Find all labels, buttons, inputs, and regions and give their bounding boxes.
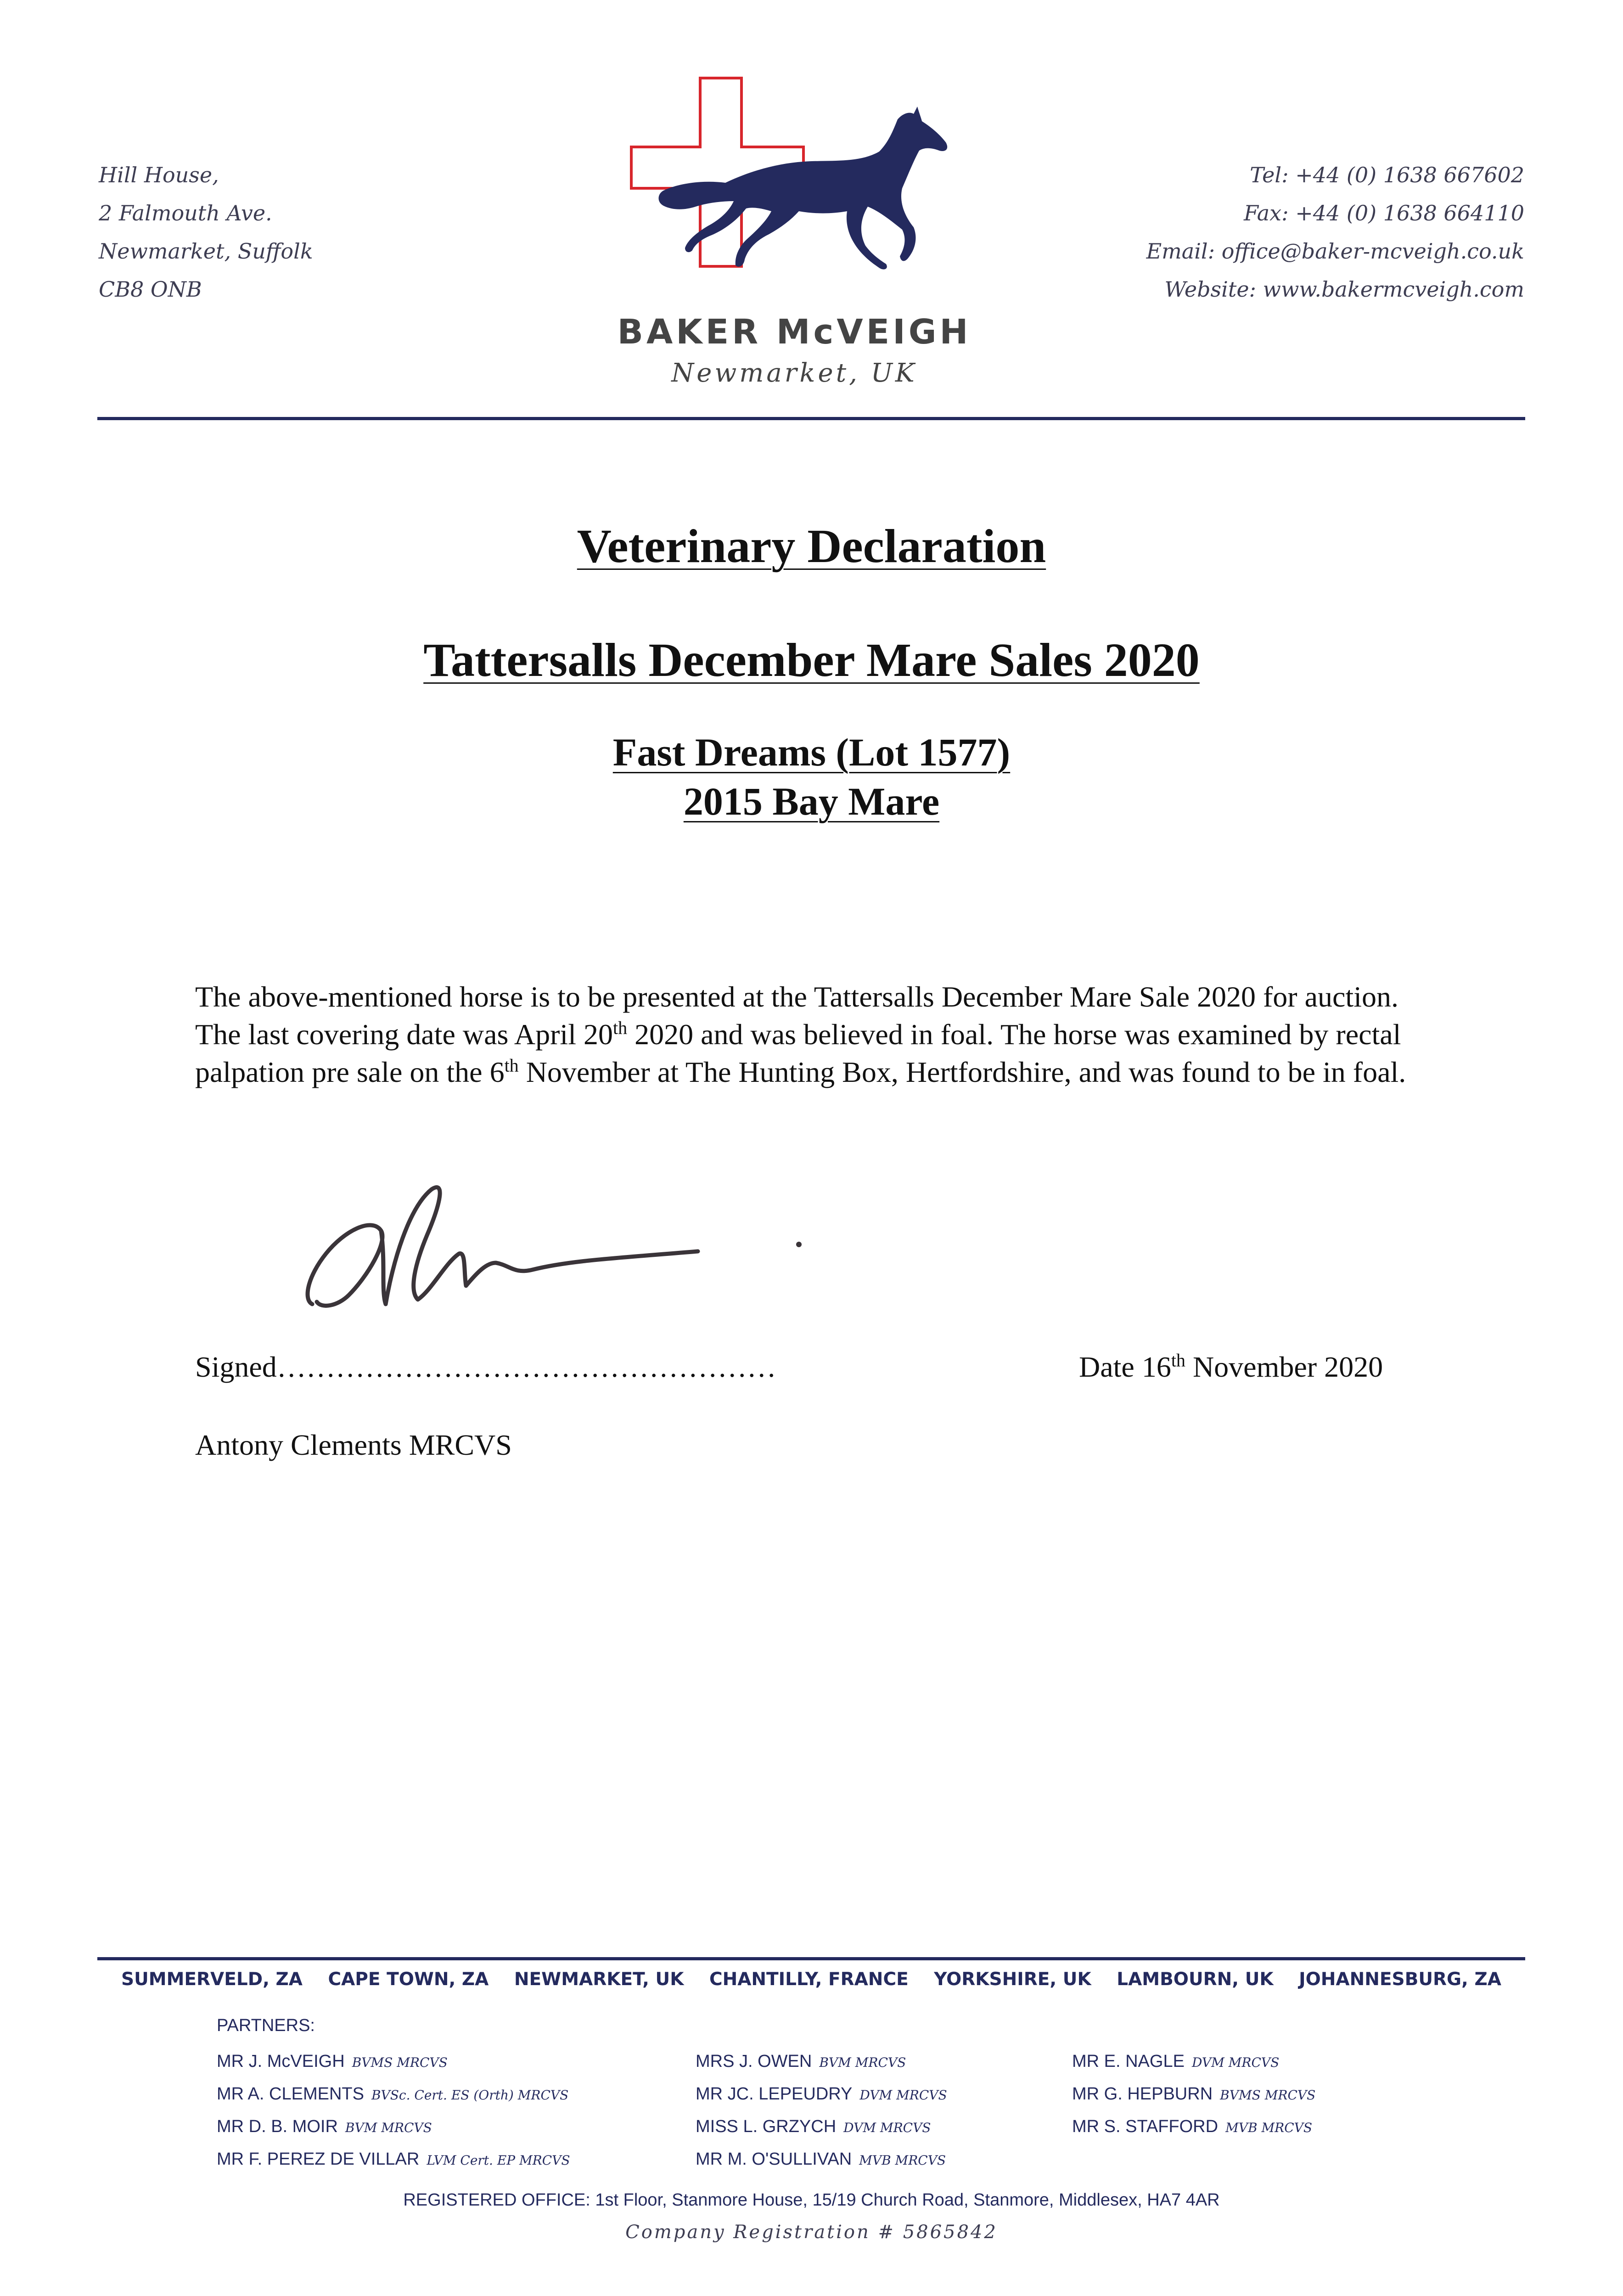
horse-name: Fast Dreams (Lot 1577) <box>612 730 1011 774</box>
brand-name: BAKER McVEIGH <box>617 312 972 352</box>
company-registration: Company Registration # 5865842 <box>625 2222 998 2243</box>
partner-entry: MISS L. GRZYCH DVM MRCVS <box>696 2117 931 2136</box>
office-locations <box>97 1969 1525 1990</box>
brand-location: Newmarket, UK <box>671 358 917 388</box>
registered-office: REGISTERED OFFICE: 1st Floor, Stanmore House, 15/19 Church Road, Stanmore, Middlesex, HA7 4AR <box>403 2190 1220 2210</box>
footer-divider <box>97 1957 1525 1960</box>
location-item: YORKSHIRE, UK <box>934 1969 1091 1990</box>
location-item: NEWMARKET, UK <box>514 1969 684 1990</box>
address-line: 2 Falmouth Ave. <box>99 201 272 225</box>
horse-description: 2015 Bay Mare <box>683 779 940 823</box>
declaration-date: Date 16th November 2020 <box>1079 1350 1383 1383</box>
partner-entry: MR S. STAFFORD MVB MRCVS <box>1072 2117 1313 2136</box>
horse-icon <box>658 107 947 270</box>
tel-line: Tel: +44 (0) 1638 667602 <box>1250 163 1524 187</box>
header-divider <box>97 417 1525 420</box>
partner-entry: MR D. B. MOIR BVM MRCVS <box>217 2117 432 2136</box>
location-item: JOHANNESBURG, ZA <box>1299 1969 1501 1990</box>
partner-entry: MR A. CLEMENTS BVSc. Cert. ES (Orth) MRCVS <box>217 2084 569 2104</box>
baker-mcveigh-logo <box>611 73 978 331</box>
partner-entry: MR J. McVEIGH BVMS MRCVS <box>217 2052 448 2071</box>
contact-block <box>1146 156 1524 309</box>
address-line: Hill House, <box>99 163 219 187</box>
partners-column <box>696 2046 947 2176</box>
location-item: CHANTILLY, FRANCE <box>709 1969 909 1990</box>
email-line: Email: office@baker-mcveigh.co.uk <box>1146 239 1524 264</box>
location-item: SUMMERVELD, ZA <box>121 1969 303 1990</box>
partners-column <box>217 2046 570 2176</box>
sale-title: Tattersalls December Mare Sales 2020 <box>423 634 1200 687</box>
address-line: CB8 ONB <box>99 277 202 302</box>
partner-entry: MR E. NAGLE DVM MRCVS <box>1072 2052 1280 2071</box>
website-line: Website: www.bakermcveigh.com <box>1164 277 1524 302</box>
address-block <box>99 156 313 309</box>
partner-entry: MRS J. OWEN BVM MRCVS <box>696 2052 906 2071</box>
address-line: Newmarket, Suffolk <box>99 239 313 264</box>
partner-entry: MR M. O'SULLIVAN MVB MRCVS <box>696 2150 946 2169</box>
declaration-paragraph: The above-mentioned horse is to be presented at the Tattersalls December Mare Sale 2020 for auction. The last covering date was April 20th 2020 and was believed in foal. The horse was examined by rectal palpation pre sale on the 6th November at The Hunting Box, Hertfordshire, and was found to be in foal. <box>195 980 1406 1088</box>
partners-column <box>1072 2046 1315 2144</box>
partners-label: PARTNERS: <box>217 2016 315 2035</box>
partner-entry: MR JC. LEPEUDRY DVM MRCVS <box>696 2084 947 2104</box>
partner-entry: MR G. HEPBURN BVMS MRCVS <box>1072 2084 1316 2104</box>
document-title: Veterinary Declaration <box>577 520 1046 573</box>
location-item: CAPE TOWN, ZA <box>328 1969 489 1990</box>
handwritten-signature <box>294 1171 822 1322</box>
location-item: LAMBOURN, UK <box>1117 1969 1274 1990</box>
partner-entry: MR F. PEREZ DE VILLAR LVM Cert. EP MRCVS <box>217 2150 570 2169</box>
signed-line: Signed…………………………………………… <box>195 1351 776 1383</box>
signer-name: Antony Clements MRCVS <box>195 1429 512 1461</box>
fax-line: Fax: +44 (0) 1638 664110 <box>1243 201 1524 225</box>
